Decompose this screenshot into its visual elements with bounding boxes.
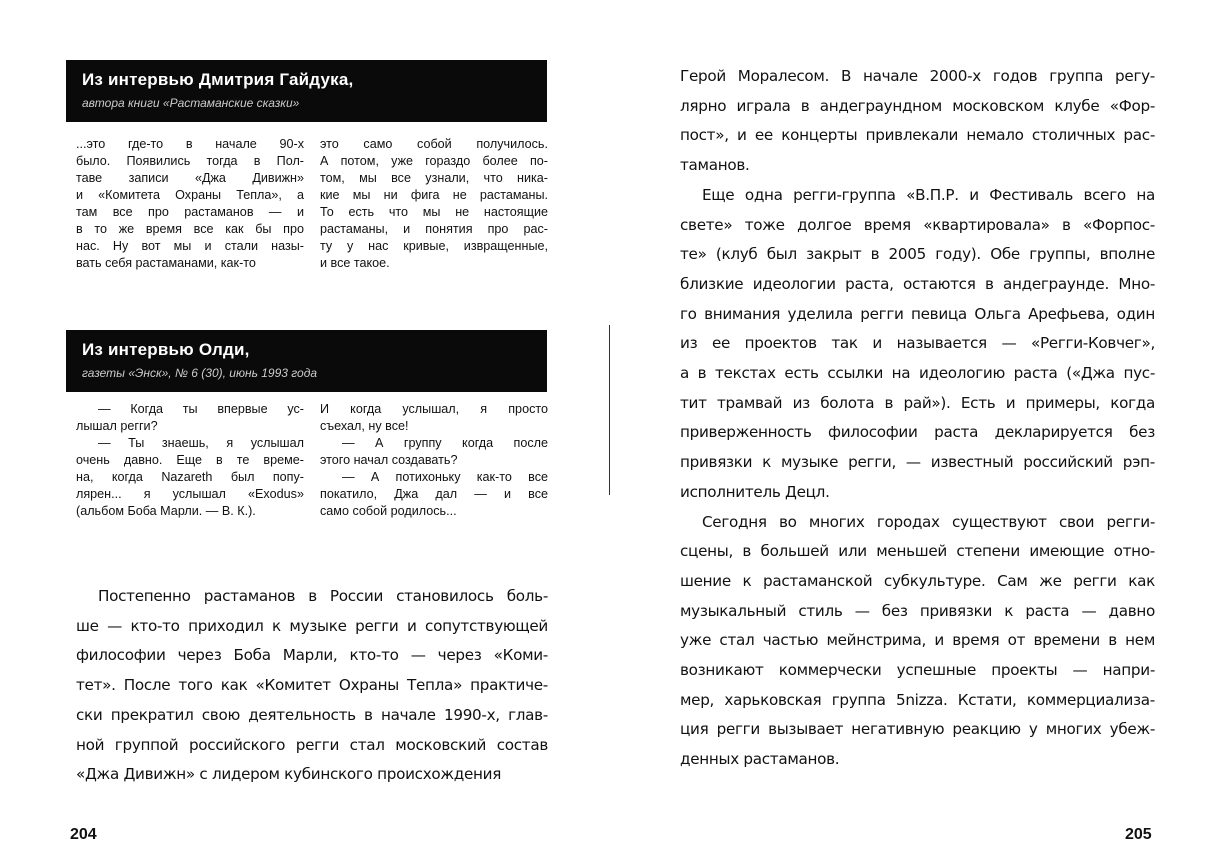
text-line: лярен... я услышал «Exodus»: [76, 487, 304, 501]
quote-subtitle: автора книги «Растаманские сказки»: [82, 96, 300, 110]
text-line: Постепенно растаманов в России становилось боль-: [98, 587, 548, 605]
text-line: тит трамвай из болота в рай»). Есть и примеры, когда: [680, 393, 1155, 412]
text-line: ту у нас кривые, извращенные,: [320, 239, 548, 253]
text-line: очень давно. Еще в те време-: [76, 453, 304, 467]
quote-column: [76, 401, 304, 520]
text-line: философии через Боба Марли, кто-то — через «Коми-: [76, 646, 548, 665]
text-line: покатило, Джа дал — и все: [320, 487, 548, 501]
quote-header-oldi: [66, 330, 547, 392]
text-line: возникают коммерчески успешные проекты — напри-: [680, 661, 1155, 680]
text-line: привязки к музыке регги, — известный российский рэп-: [680, 453, 1155, 472]
text-line: музыкальный стиль — без привязки к раста — давно: [680, 601, 1155, 620]
text-line: шение к растаманской субкультуре. Сам же регги как: [680, 571, 1155, 590]
text-line: те» (клуб был закрыт в 2005 году). Обе группы, вполне: [680, 245, 1155, 264]
text-line: — А потихоньку как-то все: [342, 470, 548, 484]
quote-column: [320, 401, 548, 520]
text-line: (альбом Боба Марли. — В. К.).: [76, 504, 256, 518]
quote-title: Из интервью Олди,: [82, 340, 250, 359]
text-line: ски прекратил свою деятельность в начале 1990-х, глав-: [76, 705, 548, 724]
text-line: ...это где-то в начале 90-х: [76, 137, 304, 151]
text-line: ше — кто-то приходил к музыке регги и сопутствующей: [76, 616, 548, 635]
quote-text-oldi: [76, 401, 548, 520]
text-line: лярно играла в андеграундном московском клубе «Фор-: [680, 96, 1155, 115]
text-line: — Когда ты впервые ус-: [98, 402, 304, 416]
text-line: — Ты знаешь, я услышал: [98, 436, 304, 450]
quote-title: Из интервью Дмитрия Гайдука,: [82, 70, 354, 89]
text-line: тет». После того как «Комитет Охраны Тепла» практиче-: [76, 676, 548, 695]
text-line: — А группу когда после: [342, 436, 548, 450]
text-line: исполнитель Децл.: [680, 482, 830, 501]
text-line: этого начал создавать?: [320, 453, 458, 467]
text-line: из ее проектов так и называется — «Регги-Ковчег»,: [680, 334, 1155, 353]
text-line: го внимания уделила регги певица Ольга Арефьева, один: [680, 304, 1155, 323]
text-line: кие мы ни фига не растаманы.: [320, 188, 548, 202]
text-line: А потом, уже гораздо более по-: [320, 154, 548, 168]
quote-column: [320, 136, 548, 272]
quote-text-gaiduk: [76, 136, 548, 272]
body-text: [680, 62, 1155, 775]
quote-subtitle: газеты «Энск», № 6 (30), июнь 1993 года: [82, 366, 318, 380]
text-line: съехал, ну все!: [320, 419, 409, 433]
text-line: близкие идеологии раста, остаются в андеграунде. Мно-: [680, 274, 1155, 293]
quote-column: [76, 136, 304, 272]
text-line: свете» тоже долгое время «квартировала» в «Форпос-: [680, 215, 1155, 234]
page-number: 204: [70, 826, 97, 843]
text-line: То есть что мы не настоящие: [320, 205, 548, 219]
text-line: само собой родилось...: [320, 504, 457, 518]
text-line: там все про растаманов — и: [76, 205, 304, 219]
text-line: и «Комитета Охраны Тепла», а: [76, 188, 304, 202]
text-line: пост», и ее концерты привлекали немало столичных рас-: [680, 126, 1155, 145]
text-line: Сегодня во многих городах существуют свои регги-: [702, 512, 1155, 531]
text-line: том, мы все узнали, что ника-: [320, 171, 548, 185]
text-line: Герой Моралесом. В начале 2000-х годов группа регу-: [680, 67, 1155, 85]
text-line: приверженность философии раста декларируется без: [680, 423, 1155, 442]
text-line: таве записи «Джа Дивижн»: [76, 171, 304, 185]
text-line: мер, харьковская группа 5nizza. Кстати, коммерциализа-: [680, 690, 1155, 709]
text-line: на, когда Nazareth был попу-: [76, 470, 304, 484]
text-line: Еще одна регги-группа «В.П.Р. и Фестиваль всего на: [702, 185, 1155, 204]
text-line: и все такое.: [320, 256, 390, 270]
text-line: ция регги вызывает негативную реакцию у многих убеж-: [680, 720, 1155, 739]
quote-header-gaiduk: [66, 60, 547, 122]
right-page: [604, 0, 1209, 865]
text-line: вать себя растаманами, как-то: [76, 256, 256, 270]
text-line: сцены, в большей или меньшей степени имеющие отно-: [680, 542, 1155, 561]
text-line: лышал регги?: [76, 419, 158, 433]
text-line: а в текстах есть ссылки на идеологию раста («Джа пус-: [680, 364, 1155, 383]
text-line: уже стал частью мейнстрима, и время от времени в нем: [680, 631, 1155, 650]
text-line: нас. Ну вот мы и стали назы-: [76, 239, 304, 253]
text-line: ной группой российского регги стал московский состав: [76, 735, 548, 754]
text-line: таманов.: [680, 156, 750, 175]
text-line: И когда услышал, я просто: [320, 402, 548, 416]
left-page: [0, 0, 604, 865]
text-line: в то же время все как бы про: [76, 222, 304, 236]
text-line: денных растаманов.: [680, 750, 840, 769]
text-line: растаманы, и понятия про рас-: [320, 222, 548, 236]
text-line: «Джа Дивижн» с лидером кубинского происхождения: [76, 765, 502, 784]
text-line: это само собой получилось.: [320, 137, 548, 151]
body-text: [76, 582, 548, 790]
text-line: было. Появились тогда в Пол-: [76, 154, 304, 168]
page-number: 205: [1125, 826, 1152, 843]
